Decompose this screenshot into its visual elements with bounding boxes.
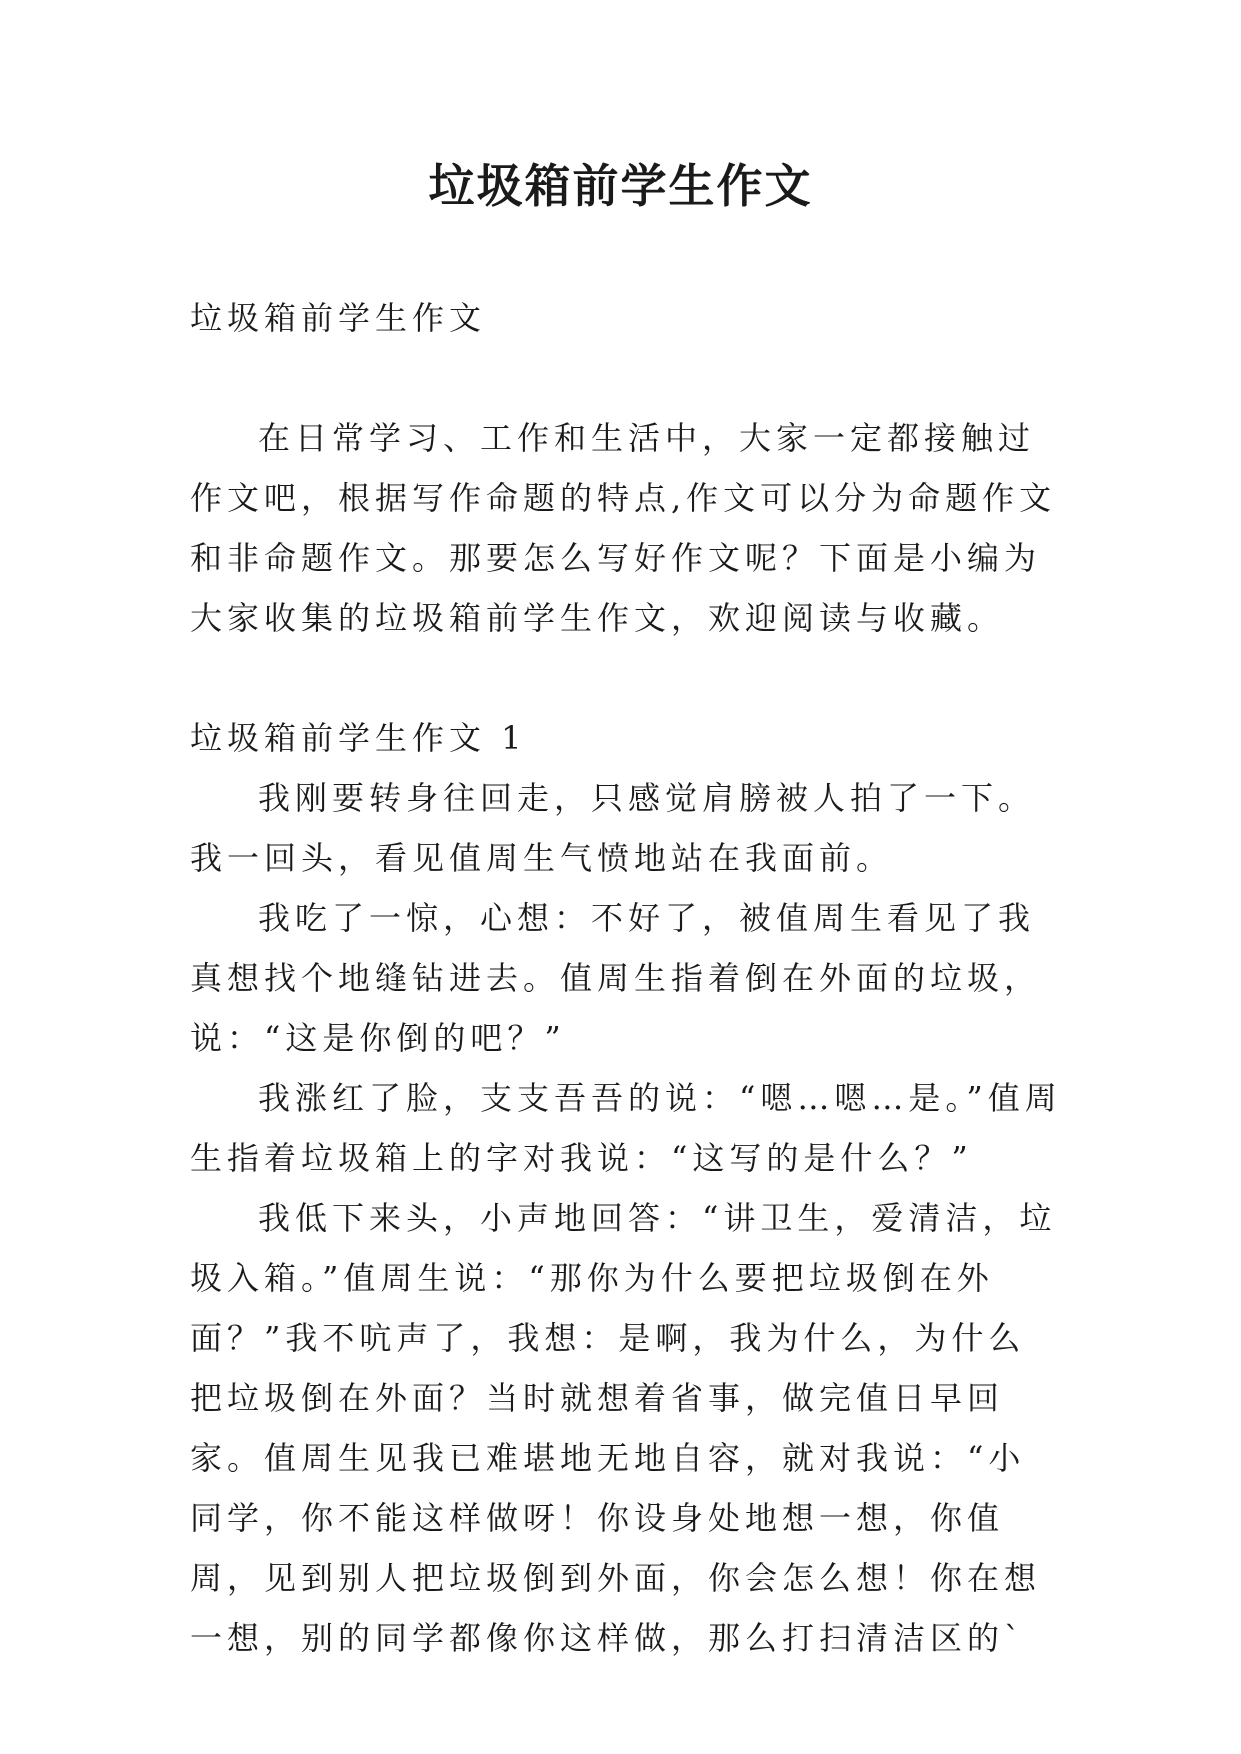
body-paragraph: 我低下来头，小声地回答：“讲卫生，爱清洁，垃圾入箱。”值周生说：“那你为什么要把垃圾倒在外面？”我不吭声了，我想：是啊，我为什么，为什么把垃圾倒在外面？当时就想着省事，做完值日早回家。值周生见我已难堪地无地自容，就对我说：“小同学，你不能这样做呀！你设身处地想一想，你值周，见到别人把垃圾倒到外面，你会怎么想！你在想一想，别的同学都像你这样做，那么打扫清洁区的` xyxy=(190,1199,1057,1657)
document-subtitle: 垃圾箱前学生作文 xyxy=(190,299,487,337)
document-body xyxy=(190,288,1062,1668)
section-heading: 垃圾箱前学生作文 1 xyxy=(190,719,527,757)
body-paragraph: 我刚要转身往回走，只感觉肩膀被人拍了一下。我一回头，看见值周生气愤地站在我面前。 xyxy=(190,779,1036,877)
body-paragraph: 我吃了一惊，心想：不好了，被值周生看见了我真想找个地缝钻进去。值周生指着倒在外面的垃圾，说：“这是你倒的吧？” xyxy=(190,899,1042,1057)
body-paragraph: 我涨红了脸，支支吾吾的说：“嗯…嗯…是。”值周生指着垃圾箱上的字对我说：“这写的是什么？” xyxy=(190,1079,1062,1177)
intro-paragraph: 在日常学习、工作和生活中，大家一定都接触过作文吧，根据写作命题的特点,作文可以分为命题作文和非命题作文。那要怎么写好作文呢？下面是小编为大家收集的垃圾箱前学生作文，欢迎阅读与收藏。 xyxy=(190,419,1057,637)
document-title: 垃圾箱前学生作文 xyxy=(428,159,813,213)
